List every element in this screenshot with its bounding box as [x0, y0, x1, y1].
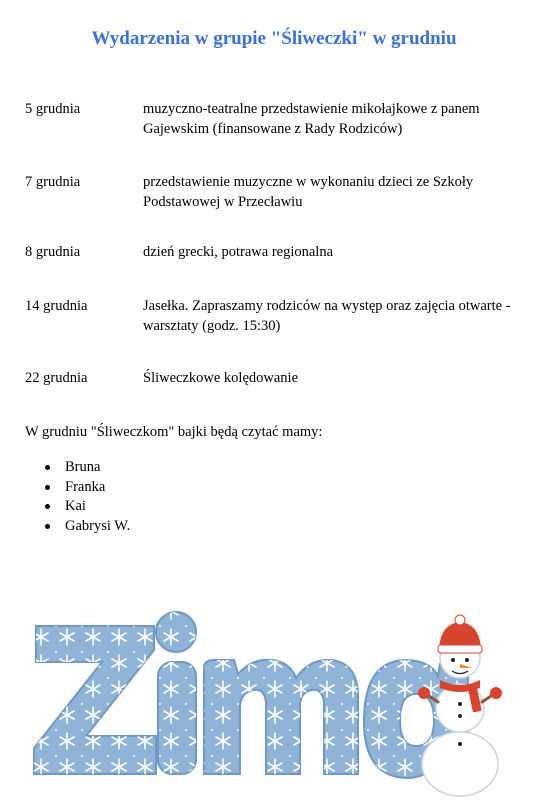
letter-z-snowflakes: [34, 626, 156, 774]
letter-i-dot-snowflakes: [156, 612, 196, 652]
snowman: [418, 615, 502, 796]
hat-brim: [438, 645, 482, 653]
hat-pompom: [455, 615, 465, 625]
list-item: [45, 517, 130, 537]
event-description: dzień grecki, potrawa regionalna: [143, 244, 334, 260]
mitten-icon: [418, 687, 430, 699]
letter-m-snowflakes: [204, 660, 358, 774]
letter-i-snowflakes: [158, 662, 196, 774]
readers-list: [45, 458, 130, 536]
snowman-button: [458, 714, 462, 718]
event-date: 14 grudnia: [25, 298, 88, 314]
readers-heading: W grudniu "Śliweczkom" bajki będą czytać mamy:: [25, 424, 323, 440]
list-item: [45, 478, 130, 498]
snowman-body: [422, 732, 498, 796]
event-date: 7 grudnia: [25, 174, 81, 190]
page-title: Wydarzenia w grupie "Śliweczki" w grudniu: [91, 28, 457, 49]
reader-name: Bruna: [65, 459, 101, 475]
bullet-icon: [45, 465, 50, 470]
event-date: 5 grudnia: [25, 101, 81, 117]
reader-name: Kai: [65, 498, 86, 514]
event-description: przedstawienie muzyczne w wykonaniu dzieci ze Szkoły Podstawowej w Przecławiu: [143, 174, 474, 210]
list-item: [45, 497, 130, 517]
snowman-eye: [451, 658, 455, 662]
snowman-button: [458, 702, 462, 706]
list-item: [45, 458, 130, 478]
event-date: 22 grudnia: [25, 370, 88, 386]
bullet-icon: [45, 485, 50, 490]
event-description: Jasełka. Zapraszamy rodziców na występ oraz zajęcia otwarte - warsztaty (godz. 15:30): [143, 298, 511, 334]
snowman-button: [458, 742, 462, 746]
event-date: 8 grudnia: [25, 244, 81, 260]
bullet-icon: [45, 524, 50, 529]
zima-snowman-artwork: [28, 598, 508, 798]
snowman-eye: [465, 658, 469, 662]
reader-name: Franka: [65, 478, 106, 495]
zima-lettering: [34, 612, 468, 778]
event-description: Śliweczkowe kolędowanie: [143, 370, 299, 386]
mitten-icon: [490, 687, 502, 699]
reader-name: Gabrysi W.: [65, 517, 131, 534]
event-description: muzyczno-teatralne przedstawienie mikołajkowe z panem Gajewskim (finansowane z Rady Rodziców): [143, 101, 480, 137]
bullet-icon: [45, 504, 50, 509]
